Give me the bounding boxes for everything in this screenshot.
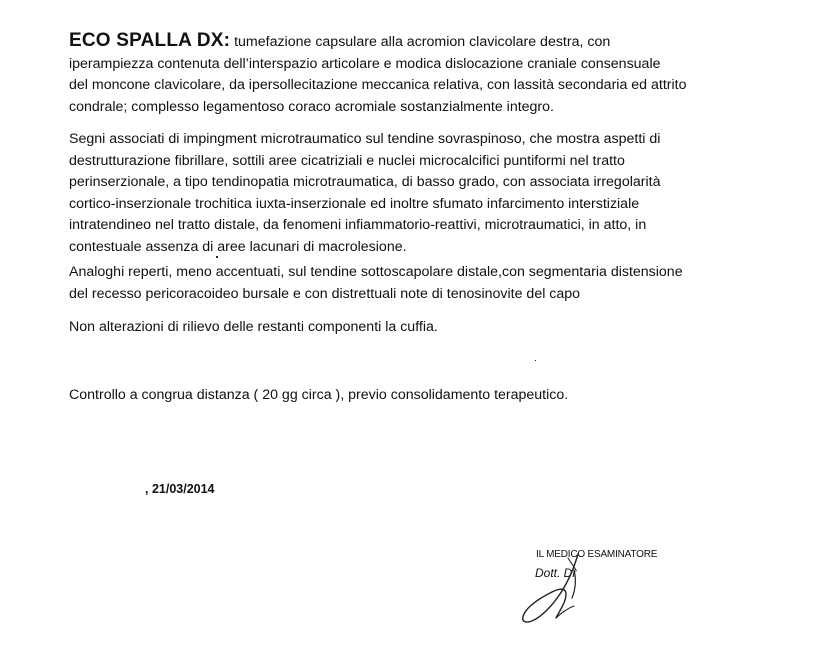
subscapularis-finding xyxy=(69,262,759,305)
finding-text-line: cortico-inserzionale trochitica iuxta-inserzionale ed inoltre sfumato infarcimento interstiziale xyxy=(69,195,640,212)
scan-speck xyxy=(535,360,536,361)
handwritten-signature xyxy=(516,548,586,628)
follow-up-line: Controllo a congrua distanza ( 20 gg circa ), previo consolidamento terapeutico. xyxy=(69,387,569,403)
finding-text-line: Analoghi reperti, meno accentuati, sul tendine sottoscapolare distale,con segmentaria distensione xyxy=(69,264,683,280)
finding-text-line: del moncone clavicolare, da ipersollecitazione meccanica relativa, con lassità secondaria ed attrito xyxy=(69,77,687,93)
rotator-cuff-finding xyxy=(69,317,759,339)
shoulder-echo-finding xyxy=(69,30,759,118)
finding-text-line: intratendineo nel tratto distale, da fenomeni infiammatorio-reattivi, microtraumatici, in atto, in xyxy=(69,217,647,233)
finding-text-line: del recesso pericoracoideo bursale e con distrettuali note di tenosinovite del capo xyxy=(69,285,581,302)
finding-text-line: Segni associati di impingment microtraumatico sul tendine sovraspinoso, che mostra aspetti di xyxy=(69,131,661,147)
doctor-label: Dott. Dr xyxy=(535,566,577,580)
examiner-label: IL MEDICO ESAMINATORE xyxy=(536,549,658,560)
finding-text-line: iperampiezza contenuta dell’interspazio articolare e modica dislocazione craniale consensuale xyxy=(69,55,661,72)
follow-up-note xyxy=(69,385,759,407)
finding-text-line: perinserzionale, a tipo tendinopatia microtraumatica, di basso grado, con associata irregolarità xyxy=(69,174,661,190)
finding-text-line: destrutturazione fibrillare, sottili aree cicatriziali e nuclei microcalcifici puntiformi nel tratto xyxy=(69,152,625,169)
exam-title: ECO SPALLA DX: xyxy=(69,30,231,51)
finding-text-line: Non alterazioni di rilievo delle restanti componenti la cuffia. xyxy=(69,319,438,335)
report-date: , 21/03/2014 xyxy=(145,482,215,496)
scan-speck xyxy=(216,256,218,258)
finding-text-line: contestuale assenza di aree lacunari di macrolesione. xyxy=(69,238,407,255)
finding-first-line xyxy=(69,30,759,54)
finding-text-line: tumefazione capsulare alla acromion clavicolare destra, con xyxy=(230,34,611,50)
finding-text-line: condrale; complesso legamentoso coraco acromiale sostanzialmente integro. xyxy=(69,98,554,115)
supraspinatus-finding xyxy=(69,129,759,258)
